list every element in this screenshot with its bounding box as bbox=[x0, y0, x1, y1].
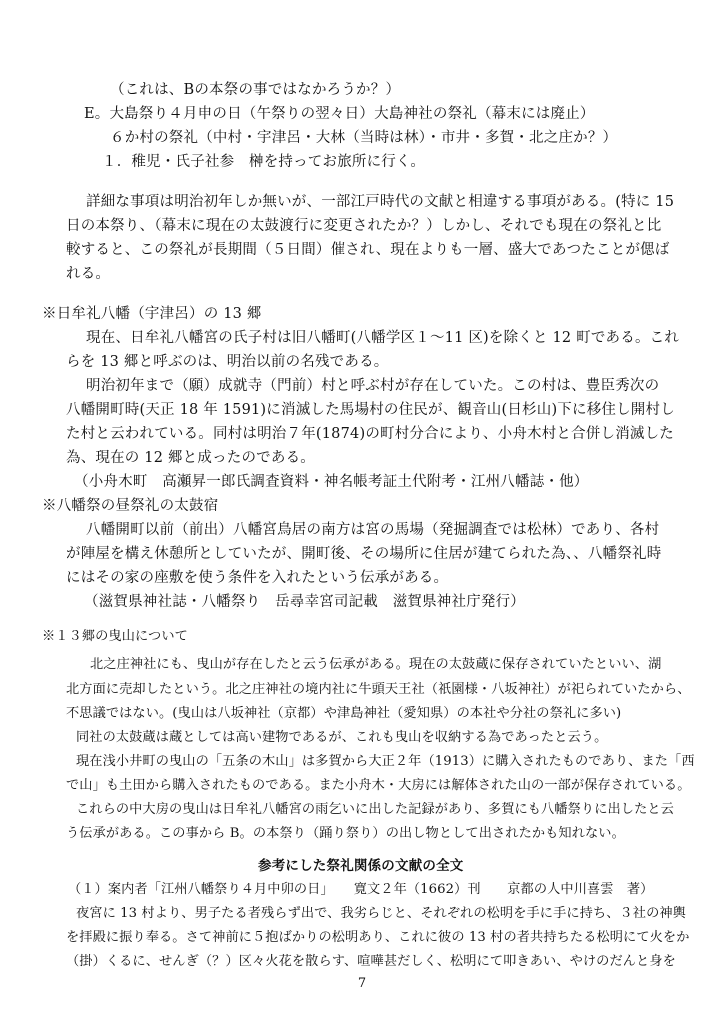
paragraph-line: う伝承がある。この事から B。の本祭り（踊り祭り）の出し物として出されたかも知れない。 bbox=[66, 826, 625, 841]
paragraph-line: らを 13 郷と呼ぶのは、明治以前の名残である。 bbox=[66, 354, 389, 370]
paragraph-line: 詳細な事項は明治初年しか無いが、一部江戸時代の文献と相違する事項がある。(特に 15 bbox=[86, 194, 675, 210]
paragraph-line: れる。 bbox=[66, 266, 111, 282]
section-heading: ※日牟礼八幡（宇津呂）の 13 郷 bbox=[42, 306, 262, 322]
paragraph-line: 八幡開町以前（前出）八幡宮鳥居の南方は宮の馬場（発掘調査では松林）であり、各村 bbox=[86, 522, 660, 538]
paragraph-line: 為、現在の 12 郷と成ったのである。 bbox=[66, 450, 315, 466]
text-line: E。大島祭り４月申の日（午祭りの翌々日）大島神社の祭礼（幕末には廃止） bbox=[84, 106, 595, 122]
paragraph-line: が陣屋を構え休憩所としていたが、開町後、その場所に住居が建てられた為、、八幡祭礼時 bbox=[66, 546, 662, 562]
reference-title-line: （１）案内者「江州八幡祭り４月中卯の日」 寛文２年（1662）刊 京都の人中川喜雲 著） bbox=[68, 882, 654, 897]
paragraph-line: 同社の太鼓蔵は蔵としては高い建物であるが、これも曳山を収納する為であったと云う。 bbox=[76, 730, 608, 745]
paragraph-line: を拝殿に振り奉る。さて神前に５抱ばかりの松明あり、これに彼の 13 村の者共持ちたる松明にて火をか bbox=[66, 930, 690, 945]
paragraph-line: 北之庄神社にも、曳山が存在したと云う伝承がある。現在の太鼓蔵に保存されていたといい、湖 bbox=[90, 657, 662, 672]
references-heading: 参考にした祭礼関係の文献の全文 bbox=[258, 858, 464, 874]
paragraph-line: 日の本祭り、（幕末に現在の太鼓渡行に変更されたか？）しかし、それでも現在の祭礼と比 bbox=[66, 218, 662, 234]
paragraph-line: にはその家の座敷を使う条件を入れたという伝承がある。 bbox=[66, 570, 449, 586]
paragraph-line: で山」も土田から購入されたものである。また小舟木・大房には解体された山の一部が保存されている。 bbox=[66, 778, 691, 793]
citation-line: （小舟木町 高瀬昇一郎氏調査資料・神名帳考証土代附考・江州八幡誌・他） bbox=[74, 474, 589, 490]
paragraph-line: た村と云われている。同村は明治７年(1874)の町村分合により、小舟木村と合併し消滅した bbox=[66, 426, 675, 442]
text-line: １．稚児・氏子社参 榊を持ってお旅所に行く。 bbox=[102, 154, 426, 170]
paragraph-line: 現在、日牟礼八幡宮の氏子村は旧八幡町(八幡学区１～11 区)を除くと 12 町である。これ bbox=[86, 330, 680, 346]
paragraph-line: 八幡開町時(天正 18 年 1591)に消滅した馬場村の住民が、観音山(日杉山)下に移住し開村し bbox=[66, 402, 675, 418]
paragraph-line: （掛）くるに、せんぎ（？）区々火花を散らす、喧嘩甚だしく、松明にて叩きあい、やけのだんと身を bbox=[66, 954, 676, 969]
paragraph-line: これらの中大房の曳山は日牟礼八幡宮の雨乞いに出した記録があり、多賀にも八幡祭りに出したと云 bbox=[76, 802, 674, 817]
paragraph-line: 現在浅小井町の曳山の「五条の木山」は多賀から大正２年（1913）に購入されたものであり、また「西 bbox=[76, 754, 695, 769]
paragraph-line: 夜宮に 13 村より、男子たる者残らず出で、我劣らじと、それぞれの松明を手に手に持ち、３社の神輿 bbox=[76, 906, 686, 921]
text-line: ６か村の祭礼（中村・宇津呂・大林（当時は林）・市井・多賀・北之庄か？） bbox=[110, 130, 618, 146]
citation-line: （滋賀県神社誌・八幡祭り 岳尋幸宮司記載 滋賀県神社庁発行） bbox=[84, 594, 525, 610]
page-number: 7 bbox=[357, 976, 367, 991]
paragraph-line: 不思議ではない。(曳山は八坂神社（京都）や津島神社（愛知県）の本社や分社の祭礼に多い) bbox=[66, 706, 622, 721]
paragraph-line: 較すると、この祭礼が長期間（５日間）催され、現在よりも一層、盛大であつたことが偲ば bbox=[66, 242, 670, 258]
text-line: （これは、Bの本祭の事ではなかろうか？） bbox=[110, 82, 401, 98]
paragraph-line: 明治初年まで（願）成就寺（門前）村と呼ぶ村が存在していた。この村は、豊臣秀次の bbox=[86, 378, 660, 394]
paragraph-line: 北方面に売却したという。北之庄神社の境内社に牛頭天王社（祇園様・八坂神社）が祀られていたから、 bbox=[66, 682, 691, 697]
section-heading: ※八幡祭の昼祭礼の太鼓宿 bbox=[42, 498, 219, 514]
section-heading: ※１３郷の曳山について bbox=[42, 629, 188, 644]
